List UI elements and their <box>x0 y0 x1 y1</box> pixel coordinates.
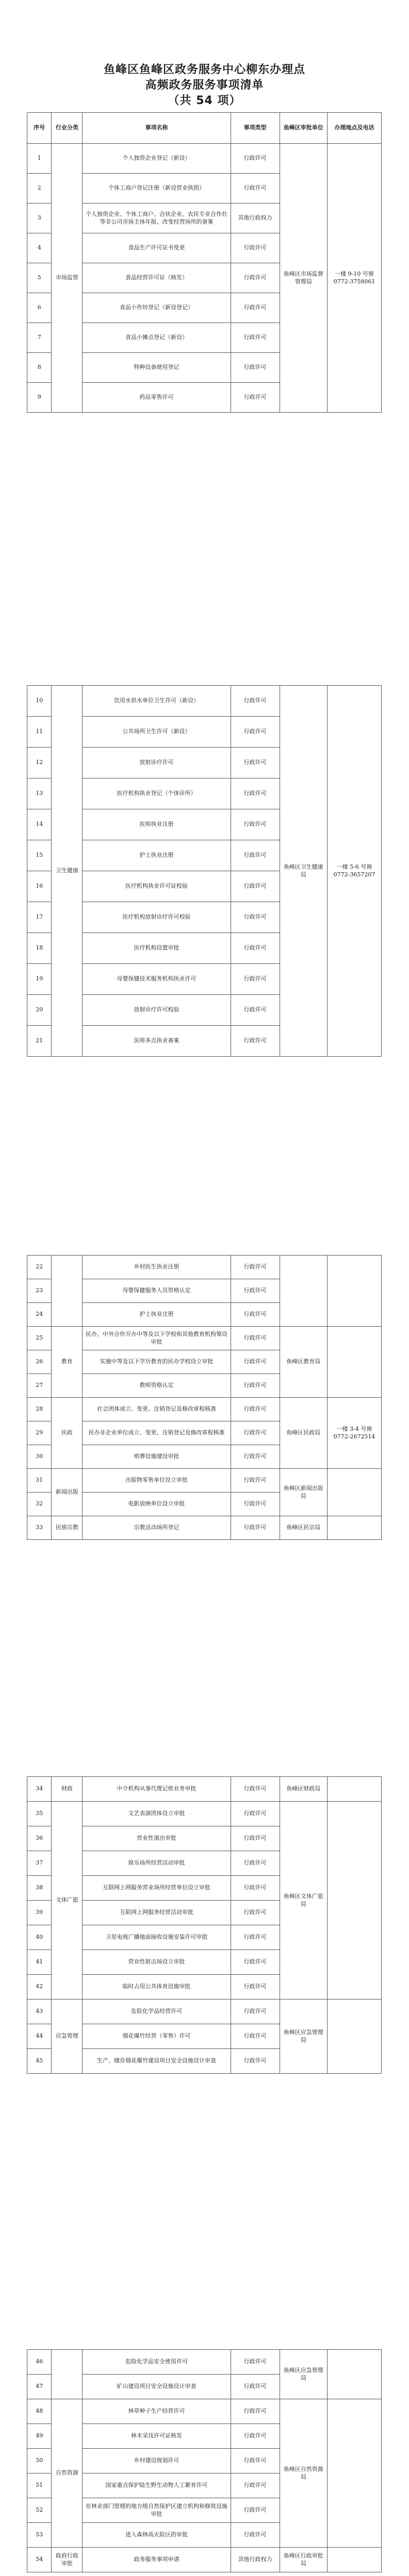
item-name: 娱乐场所经营活动审批 <box>83 1851 231 1876</box>
location-phone-cell <box>328 1802 382 1999</box>
item-name: 医疗机构设置审批 <box>83 933 231 964</box>
dept-cell: 鱼峰区应急管理局 <box>280 2350 327 2399</box>
item-type: 行政许可 <box>231 1350 280 1374</box>
header-item: 事项名称 <box>83 113 231 144</box>
item-name: 民办、中外合作开办中等及以下学校和其他教育机构筹设审批 <box>83 1327 231 1350</box>
item-type: 行政许可 <box>231 1421 280 1445</box>
item-type: 行政许可 <box>231 2024 280 2049</box>
location-phone-cell <box>328 1469 382 1516</box>
item-name: 食品经营许可证（核发） <box>83 263 231 293</box>
row-number: 46 <box>27 2350 52 2375</box>
row-number: 12 <box>27 748 52 778</box>
dept-cell: 鱼峰区新闻出版局 <box>280 1469 327 1516</box>
item-type: 行政许可 <box>231 1851 280 1876</box>
item-name: 护士执业注册 <box>83 1303 231 1327</box>
item-type: 行政许可 <box>231 2049 280 2074</box>
row-number: 37 <box>27 1851 52 1876</box>
item-type: 行政许可 <box>231 840 280 871</box>
item-name: 营业性射击场设立审批 <box>83 1950 231 1975</box>
item-type: 行政许可 <box>231 2473 280 2498</box>
industry-cell: 文体广旅 <box>52 1802 83 1999</box>
row-number: 22 <box>27 1256 52 1279</box>
item-type: 行政许可 <box>231 323 280 353</box>
item-type: 行政许可 <box>231 717 280 748</box>
item-type: 行政许可 <box>231 2350 280 2375</box>
item-type: 行政许可 <box>231 1826 280 1851</box>
item-name: 母婴保健服务人员资格认定 <box>83 1279 231 1303</box>
table-row <box>27 1999 382 2024</box>
location-phone-cell: 一楼 3-4 号窗 0772-2672514 <box>328 1398 382 1469</box>
dept-cell: 鱼峰区市场监督管理局 <box>280 144 327 413</box>
item-type: 行政许可 <box>231 2498 280 2523</box>
header-phone: 办理地点及电话 <box>328 113 382 144</box>
item-name: 危险化学品经营许可 <box>83 1999 231 2024</box>
industry-cell <box>52 2350 83 2399</box>
dept-cell: 鱼峰区财政局 <box>280 1777 327 1802</box>
location-phone-cell <box>328 1516 382 1540</box>
service-items-table <box>27 685 382 1057</box>
item-type: 行政许可 <box>231 383 280 413</box>
item-type: 行政许可 <box>231 964 280 995</box>
item-type: 行政许可 <box>231 1493 280 1516</box>
dept-cell: 鱼峰区自然资源局 <box>280 2399 327 2548</box>
service-items-table <box>27 1255 382 1540</box>
row-number: 52 <box>27 2498 52 2523</box>
page-title-line2: 高频政务服务事项清单 <box>145 79 264 92</box>
item-name: 生产、储存烟花爆竹建设项目安全设施设计审查 <box>83 2049 231 2074</box>
row-number: 27 <box>27 1374 52 1398</box>
item-type: 行政许可 <box>231 2399 280 2424</box>
row-number: 35 <box>27 1802 52 1826</box>
table-page-3 <box>27 1255 382 1540</box>
item-type: 行政许可 <box>231 1516 280 1540</box>
table-page-5 <box>27 2349 382 2572</box>
row-number: 36 <box>27 1826 52 1851</box>
item-name: 母婴保健技术服务机构执业许可 <box>83 964 231 995</box>
table-row <box>27 1398 382 1421</box>
item-name: 民办非企业单位成立、变更、注销登记及修改章程核准 <box>83 1421 231 1445</box>
item-type: 行政许可 <box>231 1279 280 1303</box>
item-type: 行政许可 <box>231 1950 280 1975</box>
item-name: 护士执业注册 <box>83 840 231 871</box>
row-number: 6 <box>27 293 52 323</box>
item-type: 行政许可 <box>231 1445 280 1469</box>
row-number: 51 <box>27 2473 52 2498</box>
item-name: 国家重点保护陆生野生动物人工繁育许可 <box>83 2473 231 2498</box>
location-phone-cell <box>328 2399 382 2548</box>
item-type: 行政许可 <box>231 1327 280 1350</box>
header-dept: 鱼峰区审批单位 <box>280 113 327 144</box>
item-name: 食品小摊点登记（新设） <box>83 323 231 353</box>
item-name: 进入森林高火险区的审批 <box>83 2523 231 2548</box>
row-number: 8 <box>27 353 52 383</box>
industry-cell: 财政 <box>52 1777 83 1802</box>
item-name: 中介机构从事代理记账业务审批 <box>83 1777 231 1802</box>
item-name: 放射诊疗许可校验 <box>83 995 231 1026</box>
row-number: 2 <box>27 174 52 204</box>
row-number: 33 <box>27 1516 52 1540</box>
location-phone-cell: 一楼 5-6 号窗 0772-3657207 <box>328 686 382 1057</box>
item-name: 矿山建设项目安全设施设计审查 <box>83 2375 231 2399</box>
row-number: 48 <box>27 2399 52 2424</box>
industry-cell: 自然资源 <box>52 2399 83 2548</box>
location-phone-cell <box>328 1777 382 1802</box>
table-page-1 <box>27 112 382 413</box>
row-number: 32 <box>27 1493 52 1516</box>
dept-cell <box>280 1256 327 1327</box>
item-type: 行政许可 <box>231 1975 280 1999</box>
industry-cell <box>52 1256 83 1327</box>
industry-cell: 教育 <box>52 1327 83 1398</box>
industry-cell: 卫生健康 <box>52 686 83 1057</box>
item-name: 文艺表演团体设立审批 <box>83 1802 231 1826</box>
item-type: 行政许可 <box>231 748 280 778</box>
industry-cell: 民政 <box>52 1398 83 1469</box>
row-number: 40 <box>27 1925 52 1950</box>
item-type: 行政许可 <box>231 1303 280 1327</box>
dept-cell: 鱼峰区行政审批局 <box>280 2548 327 2572</box>
row-number: 21 <box>27 1026 52 1057</box>
table-row <box>27 1327 382 1350</box>
item-name: 营业性演出审批 <box>83 1826 231 1851</box>
item-name: 殡葬设施建设审批 <box>83 1445 231 1469</box>
item-name: 宗教活动场所登记 <box>83 1516 231 1540</box>
item-name: 个体工商户登记注册（新设营业执照） <box>83 174 231 204</box>
row-number: 34 <box>27 1777 52 1802</box>
header-type: 事项类型 <box>231 113 280 144</box>
item-type: 行政许可 <box>231 686 280 717</box>
row-number: 25 <box>27 1327 52 1350</box>
item-type: 行政许可 <box>231 353 280 383</box>
row-number: 45 <box>27 2049 52 2074</box>
row-number: 11 <box>27 717 52 748</box>
item-type: 行政许可 <box>231 933 280 964</box>
item-name: 危险化学品安全使用许可 <box>83 2350 231 2375</box>
item-type: 行政许可 <box>231 902 280 933</box>
item-type: 行政许可 <box>231 1925 280 1950</box>
item-name: 林草种子生产经营许可 <box>83 2399 231 2424</box>
item-type: 行政许可 <box>231 1802 280 1826</box>
item-name: 出版物零售单位设立审批 <box>83 1469 231 1493</box>
location-phone-cell <box>328 2350 382 2399</box>
row-number: 10 <box>27 686 52 717</box>
table-row <box>27 2548 382 2572</box>
row-number: 53 <box>27 2523 52 2548</box>
row-number: 54 <box>27 2548 52 2572</box>
item-name: 临时占用公共体育设施审批 <box>83 1975 231 1999</box>
row-number: 49 <box>27 2424 52 2449</box>
dept-cell: 鱼峰区民宗局 <box>280 1516 327 1540</box>
row-number: 30 <box>27 1445 52 1469</box>
item-type: 行政许可 <box>231 2523 280 2548</box>
row-number: 1 <box>27 144 52 174</box>
row-number: 16 <box>27 871 52 902</box>
dept-cell: 鱼峰区应急管理局 <box>280 1999 327 2074</box>
item-name: 个人独资企业登记（新设） <box>83 144 231 174</box>
dept-cell: 鱼峰区教育局 <box>280 1327 327 1398</box>
item-type: 行政许可 <box>231 293 280 323</box>
item-type: 行政许可 <box>231 2375 280 2399</box>
table-row <box>27 686 382 717</box>
item-type: 行政许可 <box>231 1469 280 1493</box>
location-phone-cell <box>328 1999 382 2074</box>
dept-cell: 鱼峰区卫生健康局 <box>280 686 327 1057</box>
industry-cell: 新闻出版 <box>52 1469 83 1516</box>
row-number: 18 <box>27 933 52 964</box>
item-type: 其他行政权力 <box>231 204 280 233</box>
item-type: 其他行政权力 <box>231 2548 280 2572</box>
table-page-4 <box>27 1776 382 2074</box>
item-name: 特种设备使用登记 <box>83 353 231 383</box>
item-type: 行政许可 <box>231 2449 280 2473</box>
row-number: 7 <box>27 323 52 353</box>
row-number: 24 <box>27 1303 52 1327</box>
item-name: 食品生产许可证书变更 <box>83 233 231 263</box>
service-items-table <box>27 1776 382 2074</box>
item-name: 实施中等及以下学历教育的民办学校设立审批 <box>83 1350 231 1374</box>
item-name: 烟花爆竹经营（零售）许可 <box>83 2024 231 2049</box>
row-number: 4 <box>27 233 52 263</box>
industry-cell: 政府行政审批 <box>52 2548 83 2572</box>
dept-cell: 鱼峰区文体广旅局 <box>280 1802 327 1999</box>
item-name: 公共场所卫生许可（新设） <box>83 717 231 748</box>
item-name: 教师资格认定 <box>83 1374 231 1398</box>
item-name: 林木采伐许可证核发 <box>83 2424 231 2449</box>
item-name: 医疗机构放射诊疗许可校验 <box>83 902 231 933</box>
row-number: 3 <box>27 204 52 233</box>
dept-cell: 鱼峰区民政局 <box>280 1398 327 1469</box>
item-type: 行政许可 <box>231 233 280 263</box>
location-phone-cell <box>328 2548 382 2572</box>
industry-cell: 应急管理 <box>52 1999 83 2074</box>
item-name: 乡村建设规划许可 <box>83 2449 231 2473</box>
item-type: 行政许可 <box>231 1777 280 1802</box>
table-header-row <box>27 113 382 144</box>
row-number: 41 <box>27 1950 52 1975</box>
table-row <box>27 1516 382 1540</box>
item-name: 医疗机构执业登记（个体诊所） <box>83 778 231 809</box>
industry-cell: 市场监管 <box>52 144 83 413</box>
location-phone-cell <box>328 1327 382 1398</box>
page-title-line3: （共 54 项） <box>168 94 241 107</box>
service-items-table <box>27 112 382 413</box>
item-type: 行政许可 <box>231 995 280 1026</box>
item-type: 行政许可 <box>231 144 280 174</box>
header-industry: 行业分类 <box>52 113 83 144</box>
item-type: 行政许可 <box>231 1256 280 1279</box>
item-type: 行政许可 <box>231 174 280 204</box>
item-name: 互联网上网服务营业场所经营单位设立审批 <box>83 1876 231 1901</box>
row-number: 43 <box>27 1999 52 2024</box>
service-items-table <box>27 2349 382 2572</box>
item-type: 行政许可 <box>231 778 280 809</box>
item-name: 医师执业注册 <box>83 809 231 840</box>
row-number: 47 <box>27 2375 52 2399</box>
table-row <box>27 2350 382 2375</box>
industry-cell: 民族宗教 <box>52 1516 83 1540</box>
row-number: 44 <box>27 2024 52 2049</box>
table-row <box>27 144 382 174</box>
row-number: 50 <box>27 2449 52 2473</box>
row-number: 13 <box>27 778 52 809</box>
row-number: 38 <box>27 1876 52 1901</box>
item-name: 饮用水供水单位卫生许可（新设） <box>83 686 231 717</box>
row-number: 23 <box>27 1279 52 1303</box>
row-number: 29 <box>27 1421 52 1445</box>
item-name: 社会团体成立、变更、注销登记及修改章程核准 <box>83 1398 231 1421</box>
row-number: 14 <box>27 809 52 840</box>
page-title-line1: 鱼峰区鱼峰区政务服务中心柳东办理点 <box>103 63 305 76</box>
row-number: 39 <box>27 1901 52 1925</box>
item-name: 互联网上网服务经营活动审批 <box>83 1901 231 1925</box>
item-type: 行政许可 <box>231 1374 280 1398</box>
item-name: 药品零售许可 <box>83 383 231 413</box>
item-name: 卫星电视广播地面接收设施安装许可审批 <box>83 1925 231 1950</box>
item-name: 医师多点执业备案 <box>83 1026 231 1057</box>
header-no: 序号 <box>27 113 52 144</box>
row-number: 17 <box>27 902 52 933</box>
item-name: 医疗机构执业许可证校验 <box>83 871 231 902</box>
item-name: 政务服务事项申请 <box>83 2548 231 2572</box>
row-number: 15 <box>27 840 52 871</box>
row-number: 5 <box>27 263 52 293</box>
row-number: 20 <box>27 995 52 1026</box>
item-name: 食品小作坊登记（新设登记） <box>83 293 231 323</box>
table-row <box>27 2399 382 2424</box>
item-type: 行政许可 <box>231 871 280 902</box>
row-number: 26 <box>27 1350 52 1374</box>
item-name: 个人独资企业、个体工商户、合伙企业、农民专业合作社等非公司市场主体年报、改变经营场所的备案 <box>83 204 231 233</box>
table-row <box>27 1777 382 1802</box>
item-name: 电影放映单位设立审批 <box>83 1493 231 1516</box>
item-type: 行政许可 <box>231 809 280 840</box>
row-number: 42 <box>27 1975 52 1999</box>
row-number: 9 <box>27 383 52 413</box>
item-type: 行政许可 <box>231 263 280 293</box>
table-row <box>27 1256 382 1279</box>
item-type: 行政许可 <box>231 1398 280 1421</box>
item-type: 行政许可 <box>231 1026 280 1057</box>
item-type: 行政许可 <box>231 1876 280 1901</box>
location-phone-cell <box>328 1256 382 1327</box>
table-row <box>27 1802 382 1826</box>
table-row <box>27 1469 382 1493</box>
row-number: 31 <box>27 1469 52 1493</box>
item-name: 在林业部门管理的地方级自然保护区建立机构和修筑设施审批 <box>83 2498 231 2523</box>
item-type: 行政许可 <box>231 2424 280 2449</box>
location-phone-cell: 一楼 9-10 号窗 0772-3758061 <box>328 144 382 413</box>
item-name: 乡村医生执业注册 <box>83 1256 231 1279</box>
row-number: 19 <box>27 964 52 995</box>
table-page-2 <box>27 685 382 1057</box>
item-type: 行政许可 <box>231 1901 280 1925</box>
item-type: 行政许可 <box>231 1999 280 2024</box>
item-name: 放射诊疗许可 <box>83 748 231 778</box>
row-number: 28 <box>27 1398 52 1421</box>
